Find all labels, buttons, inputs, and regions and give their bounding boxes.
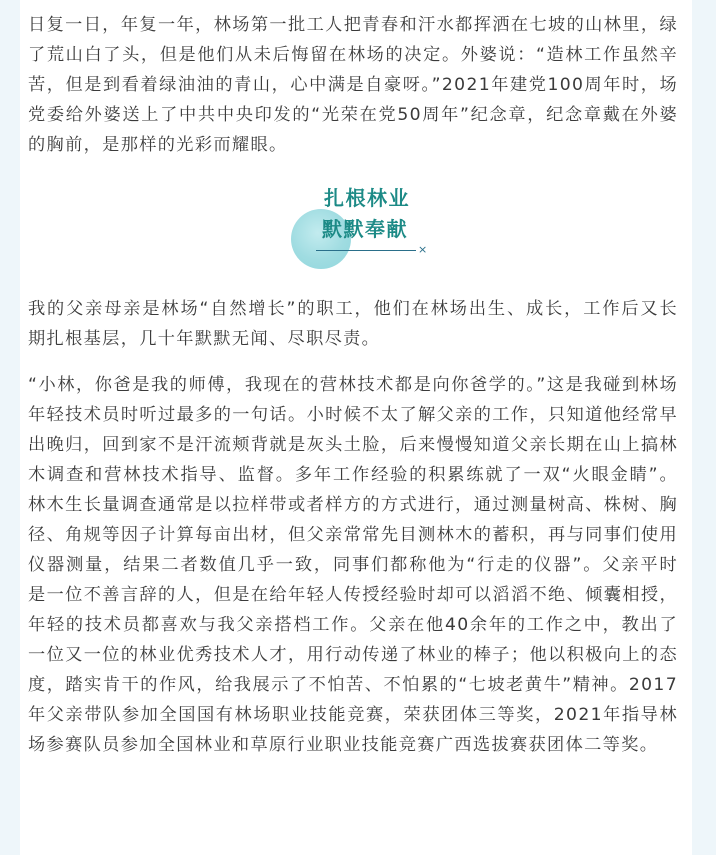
- paragraph-grandmother: 日复一日，年复一年，林场第一批工人把青春和汗水都挥洒在七坡的山林里，绿了荒山白了头，但是他们从未后悔留在林场的决定。外婆说：“造林工作虽然辛苦，但是到看着绿油油的青山，心中满是自豪呀。”2021年建党100周年时，场党委给外婆送上了中共中央印发的“光荣在党50周年”纪念章，纪念章戴在外婆的胸前，是那样的光彩而耀眼。: [28, 15, 678, 155]
- article-page: [20, 0, 692, 855]
- heading-underline: [316, 250, 416, 251]
- section-heading: [28, 166, 678, 276]
- section-title-line2: 默默奉献: [322, 217, 408, 241]
- paragraph-parents: 我的父亲母亲是林场“自然增长”的职工，他们在林场出生、成长，工作后又长期扎根基层，几十年默默无闻、尽职尽责。: [28, 299, 678, 349]
- paragraph-father: “小林，你爸是我的师傅，我现在的营林技术都是向你爸学的。”这是我碰到林场年轻技术员时听过最多的一句话。小时候不太了解父亲的工作，只知道他经常早出晚归，回到家不是汗流颊背就是灰头土脸，后来慢慢知道父亲长期在山上搞林木调查和营林技术指导、监督。多年工作经验的积累练就了一双“火眼金睛”。林木生长量调查通常是以拉样带或者样方的方式进行，通过测量树高、株树、胸径、角规等因子计算每亩出材，但父亲常常先目测林木的蓄积，再与同事们使用仪器测量，结果二者数值几乎一致，同事们都称他为“行走的仪器”。父亲平时是一位不善言辞的人，但是在给年轻人传授经验时却可以滔滔不绝、倾囊相授，年轻的技术员都喜欢与我父亲搭档工作。父亲在他40余年的工作之中，教出了一位又一位的林业优秀技术人才，用行动传递了林业的棒子；他以积极向上的态度，踏实肯干的作风，给我展示了不怕苦、不怕累的“七坡老黄牛”精神。2017年父亲带队参加全国国有林场职业技能竞赛，荣获团体三等奖，2021年指导林场参赛队员参加全国林业和草原行业职业技能竞赛广西选拔赛获团体二等奖。: [28, 375, 678, 755]
- section-title-line1: 扎根林业: [324, 186, 410, 210]
- heading-cross-mark: ×: [418, 243, 428, 256]
